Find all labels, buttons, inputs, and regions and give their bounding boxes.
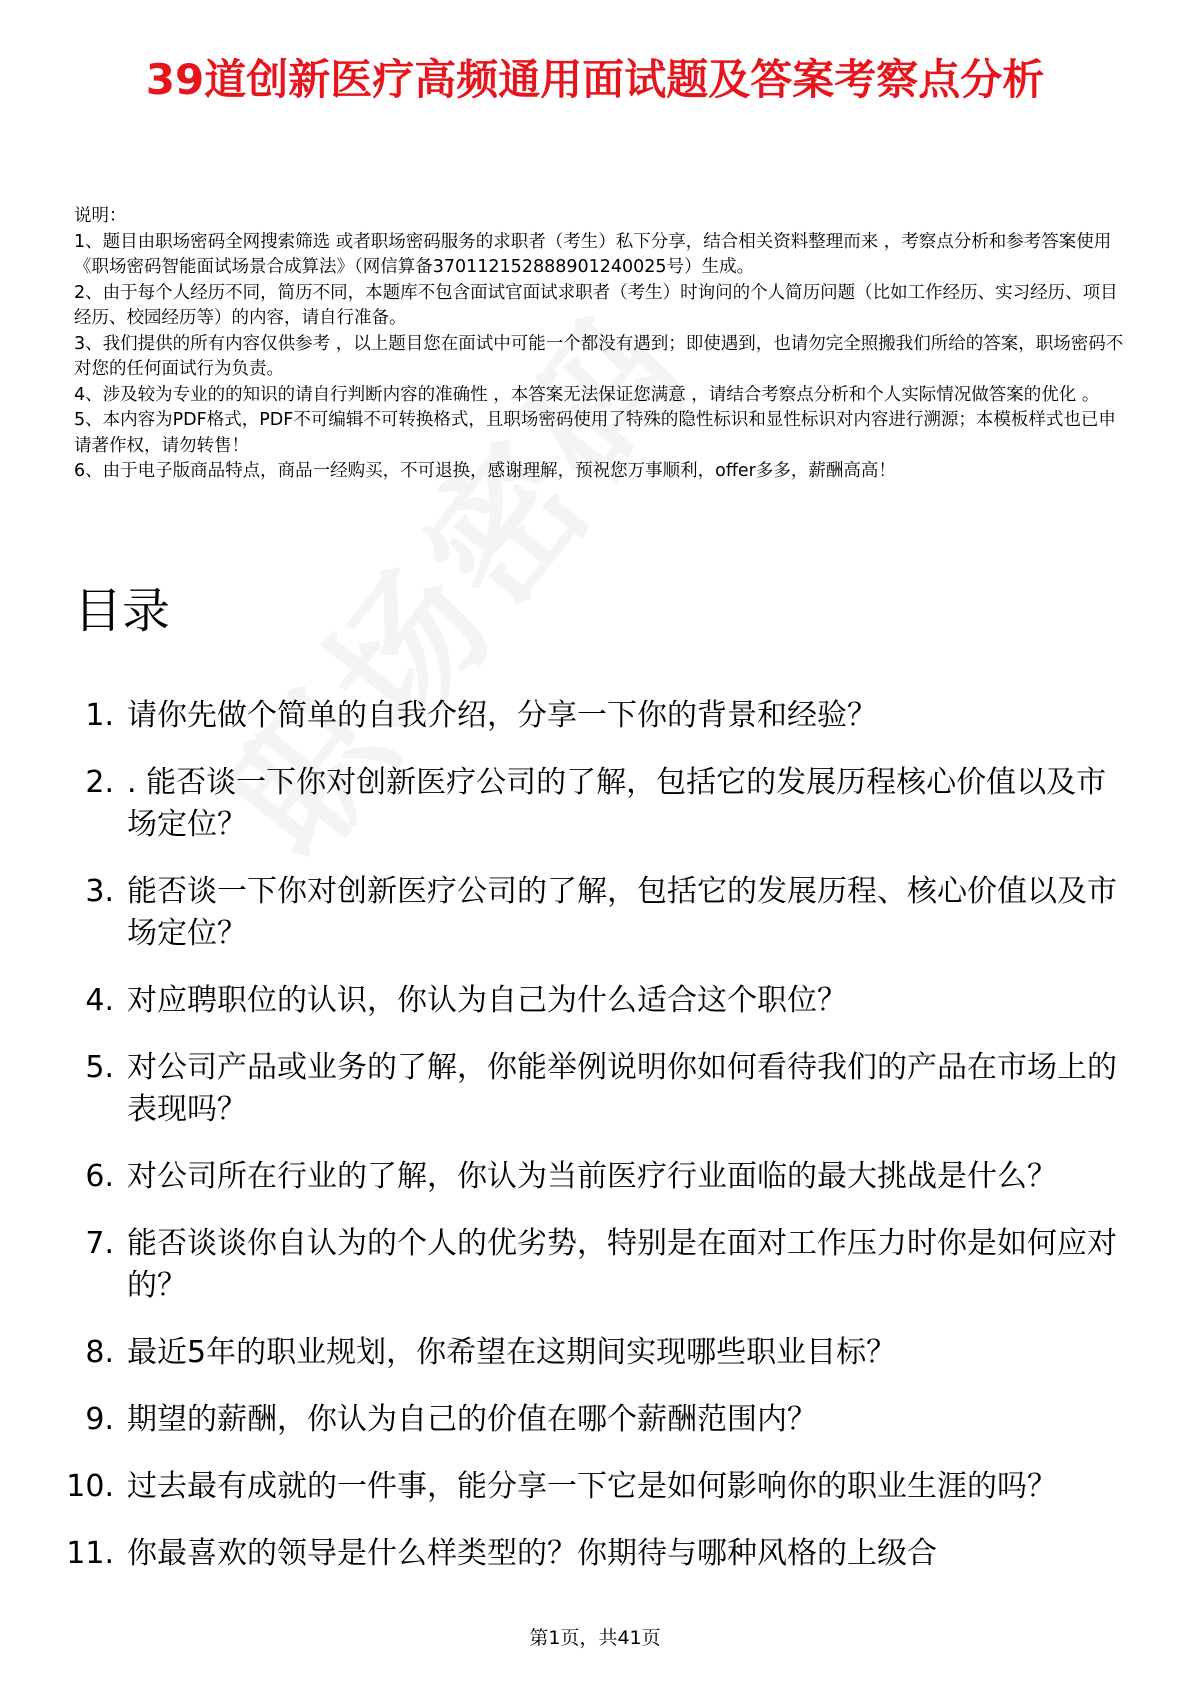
toc-item-text: . 能否谈一下你对创新医疗公司的了解，包括它的发展历程核心价值以及市场定位？ [127,765,1107,842]
toc-list [0,695,1190,1600]
toc-item-number: 1. [85,698,114,733]
toc-item-number: 8. [85,1335,114,1370]
toc-item-number: 7. [85,1226,114,1261]
toc-item[interactable] [0,1533,1127,1575]
toc-item-number: 10. [66,1469,114,1504]
toc-item-number: 6. [85,1159,114,1194]
toc-item-text: 最近5年的职业规划，你希望在这期间实现哪些职业目标？ [127,1335,897,1370]
toc-item[interactable] [0,1332,1127,1374]
toc-item[interactable] [0,1156,1127,1198]
note-item-6: 6、由于电子版商品特点，商品一经购买，不可退换，感谢理解，预祝您万事顺利，offer多多，薪酬高高！ [74,461,896,481]
toc-item[interactable] [0,762,1127,846]
toc-item-number: 5. [85,1050,114,1085]
document-title: 39道创新医疗高频通用面试题及答案考察点分析 [145,55,1045,104]
notes-heading: 说明： [74,206,127,226]
toc-item-text: 对公司产品或业务的了解，你能举例说明你如何看待我们的产品在市场上的表现吗？ [127,1050,1117,1127]
toc-item[interactable] [0,980,1127,1022]
toc-item-text: 你最喜欢的领导是什么样类型的？你期待与哪种风格的上级合 [127,1536,937,1571]
toc-item[interactable] [0,871,1127,955]
toc-item[interactable] [0,695,1127,737]
note-item-4: 4、涉及较为专业的的知识的请自行判断内容的准确性 ，本答案无法保证您满意 ，请结合考察点分析和个人实际情况做答案的优化 。 [74,384,1100,405]
toc-item-number: 4. [85,983,114,1018]
toc-item[interactable] [0,1399,1127,1441]
note-item-5: 5、本内容为PDF格式，PDF不可编辑不可转换格式，且职场密码使用了特殊的隐性标识和显性标识对内容进行溯源；本模板样式也已申请著作权，请勿转售！ [74,410,1116,456]
toc-item-number: 9. [85,1402,114,1437]
notes-section [74,204,1124,485]
toc-item-number: 11. [66,1536,114,1571]
toc-item-number: 2. [85,765,114,800]
toc-item-text: 请你先做个简单的自我介绍，分享一下你的背景和经验？ [127,698,877,733]
toc-item[interactable] [0,1223,1127,1307]
toc-item-text: 对公司所在行业的了解，你认为当前医疗行业面临的最大挑战是什么？ [127,1159,1057,1194]
toc-item-text: 对应聘职位的认识，你认为自己为什么适合这个职位？ [127,983,847,1018]
toc-item-text: 过去最有成就的一件事，能分享一下它是如何影响你的职业生涯的吗？ [127,1469,1057,1504]
page-footer: 第1页，共41页 [529,1627,661,1649]
note-item-1: 1、题目由职场密码全网搜索筛选 或者职场密码服务的求职者（考生）私下分享，结合相关资料整理而来 ，考察点分析和参考答案使用《职场密码智能面试场景合成算法》（网信算备370112152888901240025号）生成。 [74,231,1112,277]
note-item-2: 2、由于每个人经历不同，简历不同，本题库不包含面试官面试求职者（考生）时询问的个人简历问题（比如工作经历、实习经历、项目经历、校园经历等）的内容，请自行准备。 [74,282,1118,328]
note-item-3: 3、我们提供的所有内容仅供参考 ，以上题目您在面试中可能一个都没有遇到；即使遇到，也请勿完全照搬我们所给的答案，职场密码不对您的任何面试行为负责。 [74,333,1124,379]
toc-heading: 目录 [74,583,171,639]
toc-item[interactable] [0,1047,1127,1131]
toc-item-text: 能否谈一下你对创新医疗公司的了解，包括它的发展历程、核心价值以及市场定位？ [127,874,1117,951]
toc-item-text: 能否谈谈你自认为的个人的优劣势，特别是在面对工作压力时你是如何应对的？ [127,1226,1117,1303]
toc-item-number: 3. [85,874,114,909]
toc-item-text: 期望的薪酬，你认为自己的价值在哪个薪酬范围内？ [127,1402,817,1437]
toc-item[interactable] [0,1466,1127,1508]
